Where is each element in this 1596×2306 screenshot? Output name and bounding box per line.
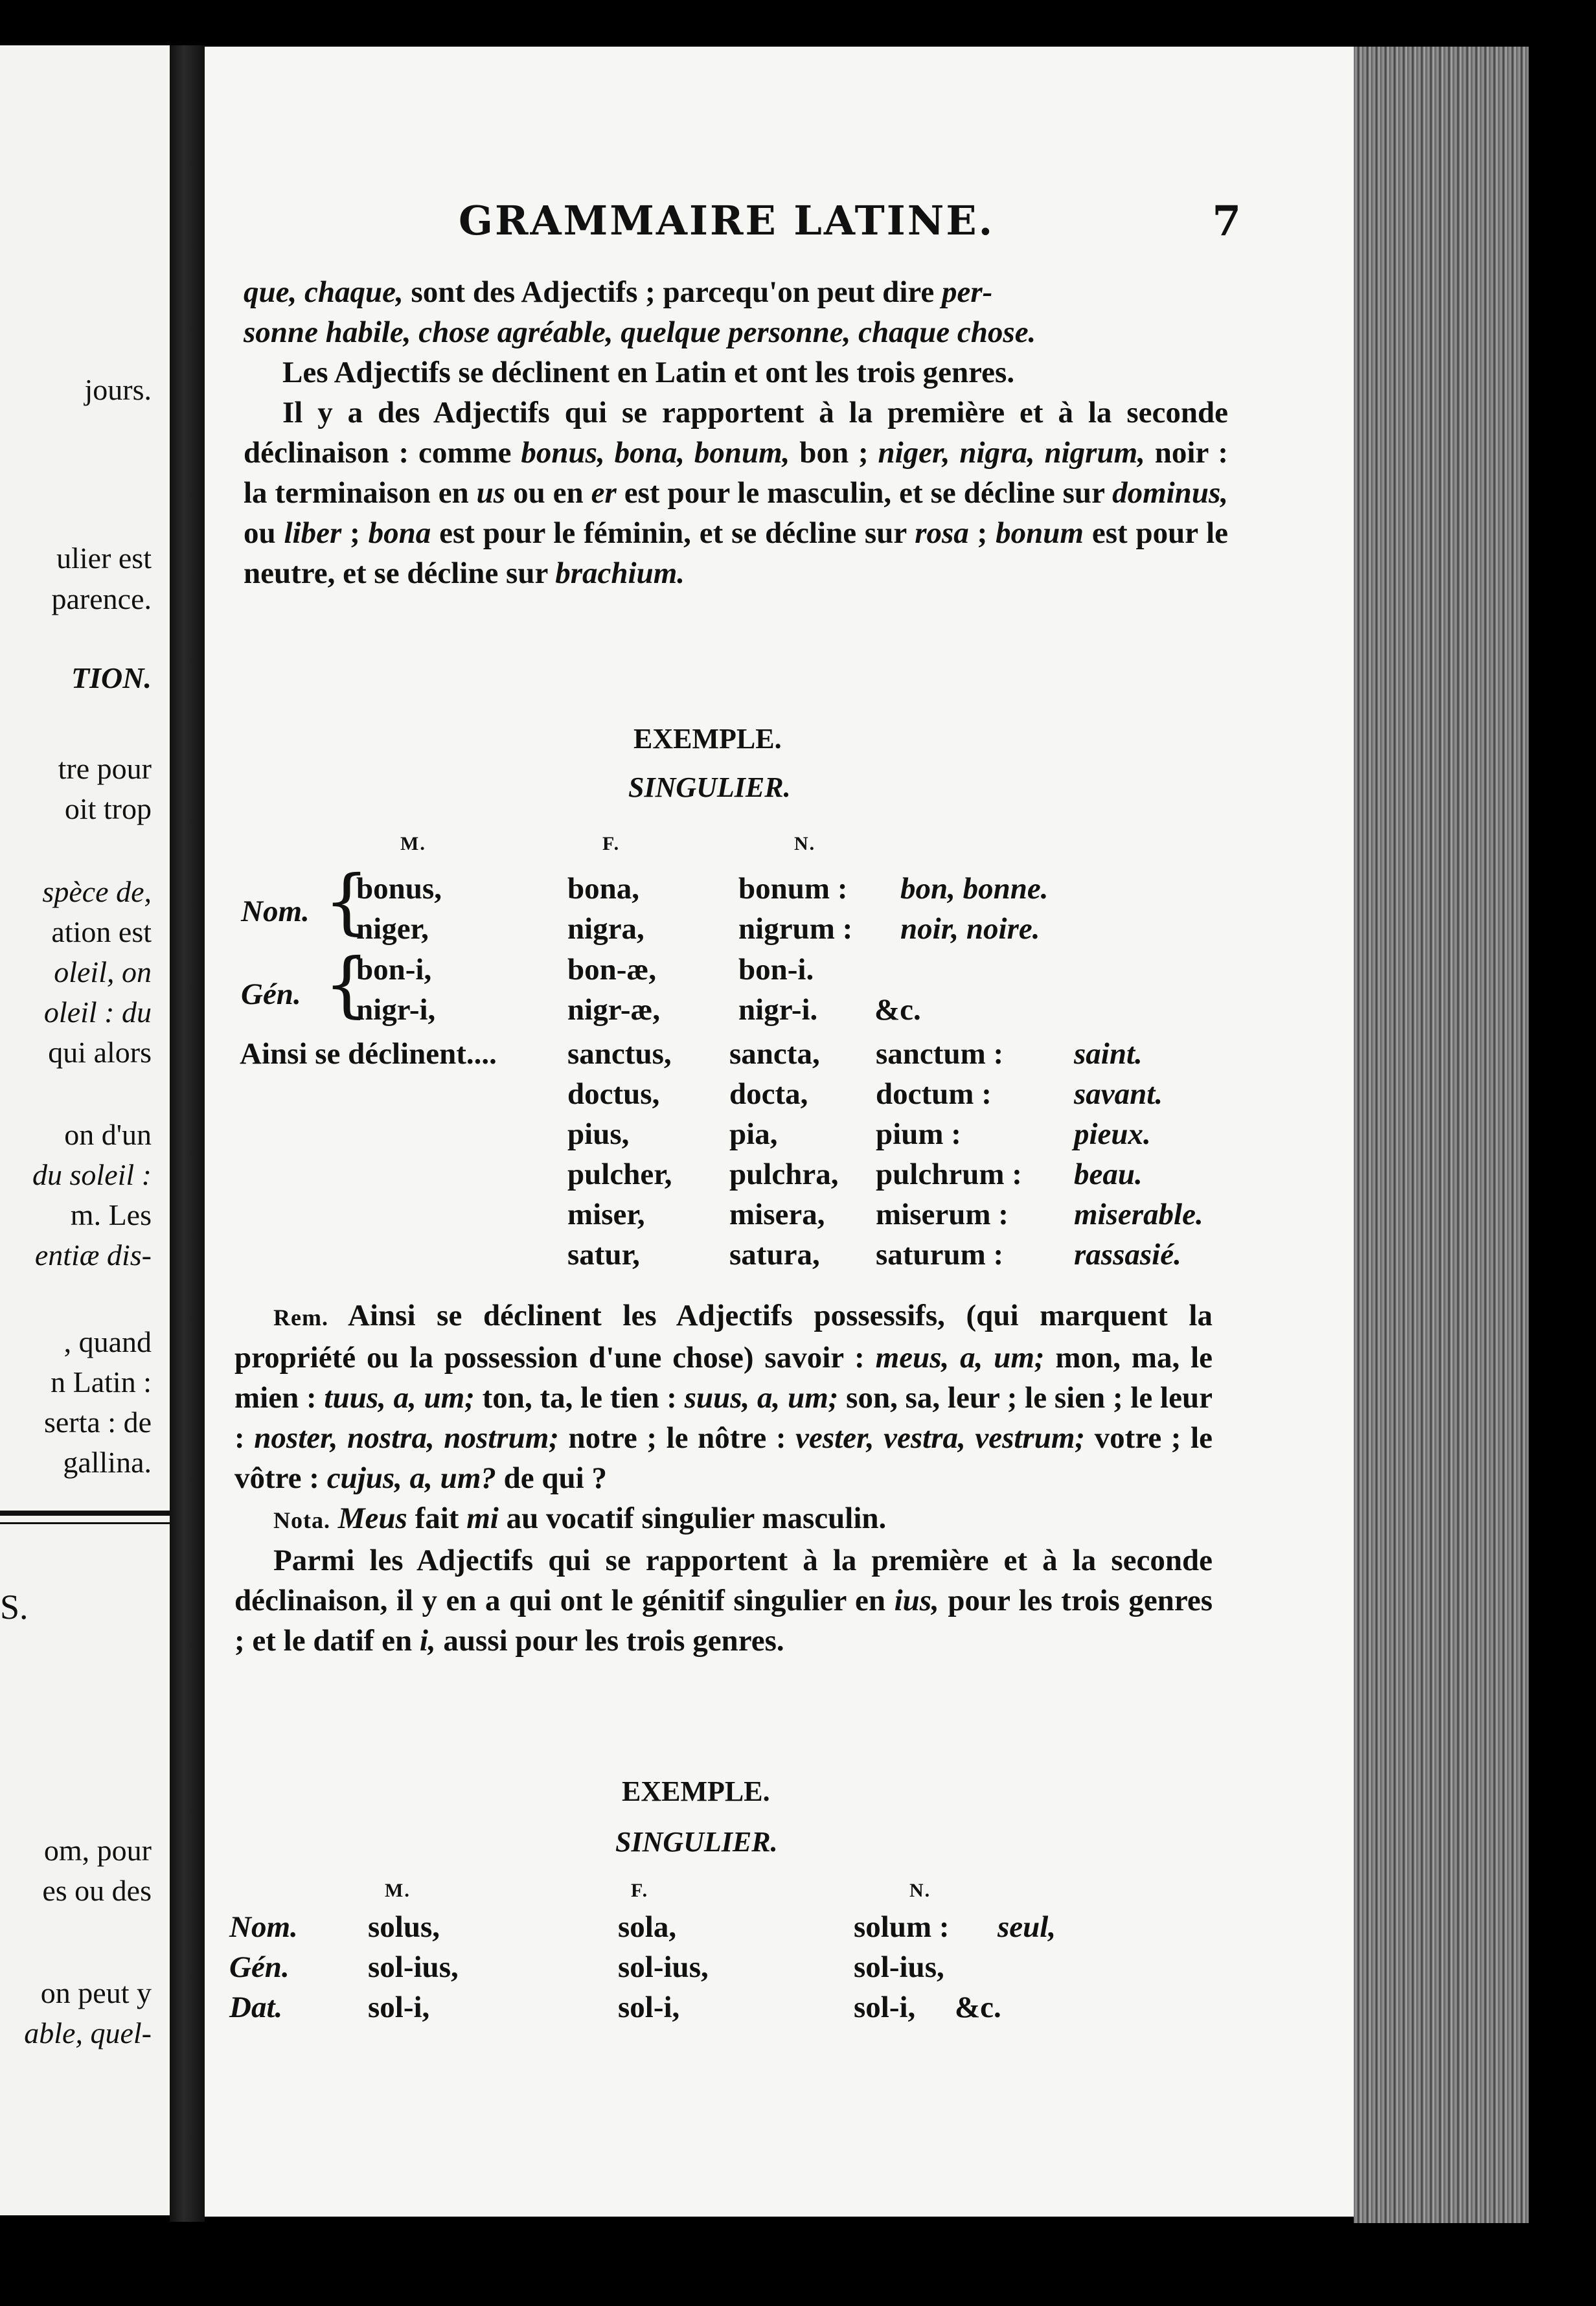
cell-n: doctum :: [876, 1077, 992, 1111]
cell-translation: pieux.: [1074, 1117, 1151, 1151]
cell-f: bona,: [567, 872, 640, 906]
cell-translation: noir, noire.: [900, 912, 1040, 946]
intro-text: [244, 272, 1228, 593]
col-header-m: M.: [385, 1880, 411, 1901]
paragraph-3: Il y a des Adjectifs qui se rapportent à la première et à la seconde déclinaison : comme bonus, bona, bonum, bon ; niger, nigra, nigrum, noir : la terminaison en us ou en er est pour le masculin, et se décline sur dominus, ou liber ; bona est pour le féminin, et se décline sur rosa ; bonum est pour le neutre, et se décline sur brachium.: [244, 396, 1229, 590]
declension-table-2: [229, 1866, 1227, 2034]
case-label: Nom.: [229, 1910, 298, 1944]
cell-translation: saint.: [1074, 1037, 1143, 1071]
cell-f: satura,: [729, 1238, 820, 1272]
brace: {: [324, 860, 369, 942]
cell-n: nigrum :: [738, 912, 853, 946]
cell-m: nigr-i,: [356, 993, 436, 1027]
left-line: parence.: [51, 582, 152, 615]
example-subheading-2: SINGULIER.: [615, 1826, 778, 1858]
cell-n: sol-i,: [854, 1991, 916, 2024]
left-line: m. Les: [70, 1198, 152, 1231]
cell-f: pia,: [729, 1117, 778, 1151]
cell-m: niger,: [356, 912, 429, 946]
col-header-f: F.: [602, 833, 621, 854]
col-header-m: M.: [400, 833, 426, 854]
left-line: oit trop: [64, 792, 152, 825]
left-line: n Latin :: [51, 1365, 152, 1398]
cell-f: bon-æ,: [567, 953, 657, 987]
paragraph-2: Les Adjectifs se déclinent en Latin et ont les trois genres.: [282, 356, 1015, 389]
left-line: es ou des: [42, 1874, 152, 1907]
cell-m: bon-i,: [356, 953, 432, 987]
case-label-nom: Nom.: [241, 895, 310, 928]
left-line: on d'un: [64, 1118, 152, 1151]
cell-m: pius,: [567, 1117, 630, 1151]
cell-etc: &c.: [955, 1991, 1001, 2024]
brace: {: [324, 942, 369, 1025]
cell-n: bon-i.: [738, 953, 814, 987]
left-page-fragment: [0, 45, 170, 2215]
cell-n: solum :: [854, 1910, 950, 1944]
cell-n: pulchrum :: [876, 1158, 1022, 1191]
cell-f: sola,: [618, 1910, 677, 1944]
left-line: om, pour: [43, 1834, 152, 1867]
left-line: on peut y: [40, 1976, 152, 2009]
cell-m: solus,: [368, 1910, 440, 1944]
cell-f: docta,: [729, 1077, 808, 1111]
left-line: , quand: [63, 1325, 152, 1358]
case-label: Dat.: [229, 1991, 283, 2024]
left-line: TION.: [71, 661, 152, 694]
cell-f: misera,: [729, 1198, 825, 1231]
col-header-f: F.: [631, 1880, 649, 1901]
cell-m: doctus,: [567, 1077, 660, 1111]
cell-n: bonum :: [738, 872, 848, 906]
case-label: Gén.: [229, 1950, 290, 1984]
declension-table-1: [240, 823, 1237, 1276]
ainsi-label: Ainsi se déclinent....: [240, 1037, 497, 1071]
left-line: jours.: [84, 373, 152, 406]
left-line: S.: [0, 1588, 28, 1627]
cell-n: sol-ius,: [854, 1950, 944, 1984]
rem-paragraph: Rem. Ainsi se déclinent les Adjectifs possessifs, (qui marquent la propriété ou la possession d'une chose) savoir : meus, a, um; mon, ma, le mien : tuus, a, um; ton, ta, le tien : suus, a, um; son, sa, leur ; le sien ; le leur : noster, nostra, nostrum; notre ; le nôtre : vester, vestra, vestrum; votre ; le vôtre : cujus, a, um? de qui ?: [234, 1299, 1213, 1495]
left-line: du soleil :: [32, 1158, 152, 1191]
left-line: oleil : du: [43, 996, 152, 1029]
cell-translation: bon, bonne.: [900, 872, 1049, 906]
cell-m: sol-ius,: [368, 1950, 459, 1984]
cell-m: sanctus,: [567, 1037, 672, 1071]
book-gutter: [170, 45, 205, 2222]
cell-f: sancta,: [729, 1037, 820, 1071]
cell-translation: beau.: [1074, 1158, 1143, 1191]
left-line: serta : de: [43, 1406, 152, 1439]
left-line: tre pour: [58, 752, 152, 785]
nota-paragraph: Nota. Meus fait mi au vocatif singulier masculin.: [273, 1501, 887, 1535]
col-header-n: N.: [909, 1880, 931, 1901]
cell-n: nigr-i.: [738, 993, 818, 1027]
left-line: qui alors: [48, 1036, 152, 1069]
cell-f: nigra,: [567, 912, 644, 946]
col-header-n: N.: [794, 833, 816, 854]
running-header: [231, 197, 1241, 249]
cell-translation: miserable.: [1074, 1198, 1203, 1231]
left-line: ulier est: [56, 542, 152, 575]
left-rule: [0, 1522, 170, 1524]
page-title: GRAMMAIRE LATINE.: [459, 197, 995, 244]
cell-etc: &c.: [874, 993, 921, 1027]
cell-translation: rassasié.: [1074, 1238, 1181, 1272]
case-label-gen: Gén.: [241, 977, 301, 1011]
page-number: 7: [1212, 197, 1241, 245]
cell-m: miser,: [567, 1198, 645, 1231]
example-subheading: SINGULIER.: [628, 771, 791, 803]
left-line: gallina.: [63, 1446, 152, 1479]
cell-translation: savant.: [1074, 1077, 1163, 1111]
example-heading: EXEMPLE.: [633, 723, 782, 755]
cell-m: satur,: [567, 1238, 640, 1272]
parmi-paragraph: Parmi les Adjectifs qui se rapportent à la première et à la seconde déclinaison, il y en a qui ont le génitif singulier en ius, pour les trois genres ; et le datif en i, aussi pour les trois genres.: [234, 1544, 1213, 1658]
example-heading-2: EXEMPLE.: [622, 1775, 770, 1807]
left-line: spèce de,: [42, 875, 152, 908]
cell-m: sol-i,: [368, 1991, 430, 2024]
cell-n: pium :: [876, 1117, 961, 1151]
left-line: able, quel-: [24, 2016, 152, 2049]
page-edges: [1354, 47, 1529, 2223]
remarks-text: [234, 1296, 1213, 1661]
cell-f: sol-i,: [618, 1991, 680, 2024]
cell-n: saturum :: [876, 1238, 1004, 1272]
cell-n: miserum :: [876, 1198, 1009, 1231]
paragraph-1: que, chaque, sont des Adjectifs ; parcequ'on peut dire per- sonne habile, chose agréable, quelque personne, chaque chose.: [244, 275, 1036, 349]
cell-m: bonus,: [356, 872, 442, 906]
left-line: oleil, on: [54, 955, 152, 988]
left-line: ation est: [51, 915, 152, 948]
cell-f: sol-ius,: [618, 1950, 709, 1984]
cell-m: pulcher,: [567, 1158, 672, 1191]
cell-n: sanctum :: [876, 1037, 1004, 1071]
left-rule: [0, 1511, 170, 1516]
cell-translation: seul,: [998, 1910, 1056, 1944]
cell-f: nigr-æ,: [567, 993, 661, 1027]
left-line: entiæ dis-: [34, 1239, 152, 1272]
cell-f: pulchra,: [729, 1158, 839, 1191]
